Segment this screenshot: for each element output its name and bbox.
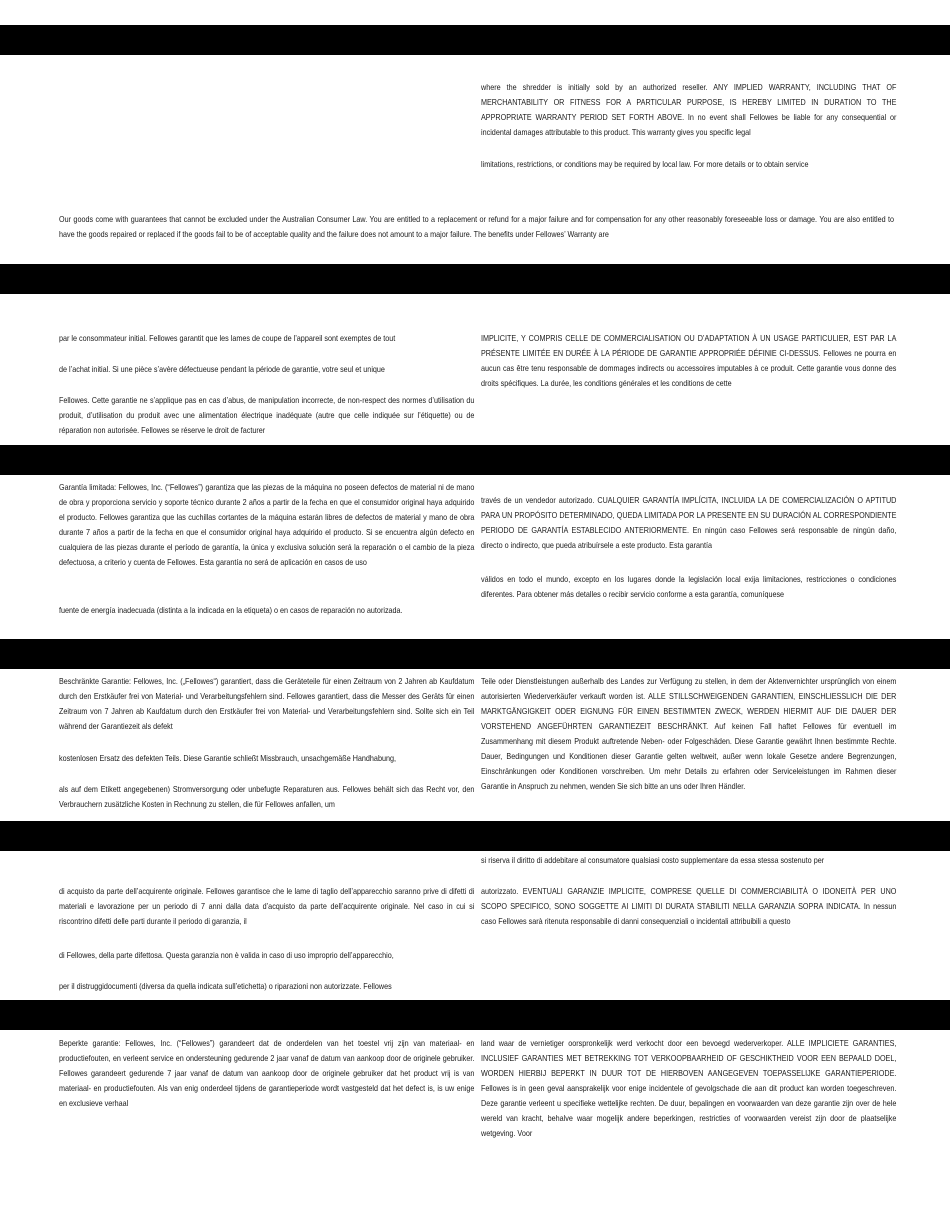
en-right-paragraph-1: where the shredder is initially sold by an authorized reseller. ANY IMPLIED WARRANTY, INCLUDING THAT OF MERCHANTABILITY OR FITNESS FOR A PARTICULAR PURPOSE, IS HEREBY LIMITED IN DURATION TO THE APPROPRIATE WARRANTY PERIOD SET FORTH ABOVE. In no event shall Fellowes be liable for any consequential or incidental damages attributable to this product. This warranty gives you specific legal (481, 82, 897, 137)
fr-right-paragraph-1: IMPLICITE, Y COMPRIS CELLE DE COMMERCIALISATION OU D’ADAPTATION À UN USAGE PARTICULIER, EST PAR LA PRÉSENTE LIMITÉE EN DURÉE À LA PÉRIODE DE GARANTIE APPROPRIÉE DÉFINIE CI-DESSUS. Fellowes ne pourra en aucun cas être tenu responsable de dommages indirects ou accessoires imputables à ce produit. Cette garantie vous donne des droits spécifiques. La durée, les conditions générales et les conditions de cette (481, 333, 897, 388)
it-left-paragraph-3: per il distruggidocumenti (diversa da quella indicata sull’etichetta) o riparazioni non autorizzate. Fellowes (59, 981, 392, 991)
section-bar-dutch (0, 1000, 950, 1030)
en-right-paragraph-2: limitations, restrictions, or conditions may be required by local law. For more details or to obtain service (481, 159, 809, 169)
fr-left-paragraph-2: de l’achat initial. Si une pièce s’avère défectueuse pendant la période de garantie, votre seul et unique (59, 364, 385, 374)
de-left-paragraph-3: als auf dem Etikett angegebenen) Stromversorgung oder unbefugte Reparaturen aus. Fellowes behält sich das Recht vor, den Verbrauchern zusätzliche Kosten in Rechnung zu stellen, die für Fellowes anfallen, um (59, 784, 475, 809)
section-bar-spanish (0, 445, 950, 475)
it-right-paragraph-1: si riserva il diritto di addebitare al consumatore qualsiasi costo supplementare da essa stessa sostenuto per (481, 855, 825, 865)
es-left-paragraph-1: Garantía limitada: Fellowes, Inc. (“Fellowes”) garantiza que las piezas de la máquina no poseen defectos de material ni de mano de obra y proporciona servicio y soporte técnico durante 2 años a partir de la fecha en que el consumidor original haya adquirido el producto. Fellowes garantiza que las cuchillas cortantes de la máquina estarán libres de defectos de material y mano de obra durante 7 años a partir de la fecha en que el consumidor original haya adquirido el producto. Si se encuentra algún defecto en cualquiera de las piezas durante el período de garantía, la única y exclusiva solución será la reparación o el cambio de la pieza defectuosa, a criterio y cuenta de Fellowes. Esta garantía no será de aplicación en casos de uso (59, 482, 475, 567)
section-bar-english (0, 25, 950, 55)
nl-right-paragraph-1: land waar de vernietiger oorspronkelijk werd verkocht door een bevoegd wederverkoper. ALLE IMPLICIETE GARANTIES, INCLUSIEF GARANTIES MET BETREKKING TOT VERKOOPBAARHEID OF GESCHIKTHEID VOOR EEN BEPAALD DOEL, WORDEN HIERBIJ BEPERKT IN DUUR TOT DE HIERBOVEN AANGEGEVEN TOEPASSELIJKE GARANTIEPERIODE. Fellowes is in geen geval aansprakelijk voor enige incidentele of gevolgschade die aan dit product kan worden toegeschreven. Deze garantie verleent u specifieke wettelijke rechten. De duur, bepalingen en voorwaarden van deze garantie zijn over de hele wereld van kracht, behalve waar mogelijk andere beperkingen, restricties of voorwaarden vereist zijn door de plaatselijke wetgeving. Voor (481, 1038, 897, 1138)
it-left-paragraph-1: di acquisto da parte dell’acquirente originale. Fellowes garantisce che le lame di taglio dell’apparecchio saranno prive di difetti di materiali e lavorazione per un periodo di 7 anni dalla data d’acquisto da parte dell’acquirente originale. Nel caso in cui si riscontrino difetti delle parti durante il periodo di garanzia, il (59, 886, 475, 926)
en-australian-consumer-law: Our goods come with guarantees that cannot be excluded under the Australian Consumer Law. You are entitled to a replacement or refund for a major failure and for compensation for any other reasonably foreseeable loss or damage. You are also entitled to have the goods repaired or replaced if the goods fail to be of acceptable quality and the failure does not amount to a major failure. The benefits under Fellowes’ Warranty are (59, 214, 895, 239)
fr-left-paragraph-1: par le consommateur initial. Fellowes garantit que les lames de coupe de l’appareil sont exemptes de tout (59, 333, 396, 343)
de-left-paragraph-2: kostenlosen Ersatz des defekten Teils. Diese Garantie schließt Missbrauch, unsachgemäße Handhabung, (59, 753, 396, 763)
fr-left-paragraph-3: Fellowes. Cette garantie ne s’applique pas en cas d’abus, de manipulation incorrecte, de non-respect des normes d’utilisation du produit, d’utilisation du produit avec une alimentation électrique inadéquate (autre que celle indiquée sur l’étiquette) ou de réparation non autorisée. Fellowes se réserve le droit de facturer (59, 395, 475, 435)
de-right-paragraph-1: Teile oder Dienstleistungen außerhalb des Landes zur Verfügung zu stellen, in dem der Aktenvernichter ursprünglich von einem autorisierten Wiederverkäufer verkauft worden ist. ALLE STILLSCHWEIGENDEN GARANTIEN, EINSCHLIESSLICH DIE DER MARKTGÄNGIGKEIT ODER EIGNUNG FÜR EINEN BESTIMMTEN ZWECK, WERDEN HIERMIT AUF DIE DAUER DER VORSTEHEND ANGEFÜHRTEN GARANTIEZEIT BESCHRÄNKT. Auf keinen Fall haftet Fellowes für eventuell im Zusammenhang mit diesem Produkt auftretende Neben- oder Folgeschäden. Diese Garantie gewährt Ihnen bestimmte Rechte. Dauer, Bedingungen und Konditionen dieser Garantie gelten weltweit, außer wenn lokale Gesetze andere Begrenzungen, Einschränkungen oder Konditionen vorschreiben. Um mehr Details zu erfahren oder Serviceleistungen im Rahmen dieser Garantie in Anspruch zu nehmen, wenden Sie sich bitte an uns oder Ihren Händler. (481, 676, 897, 791)
section-bar-french (0, 264, 950, 294)
nl-left-paragraph-1: Beperkte garantie: Fellowes, Inc. (“Fellowes”) garandeert dat de onderdelen van het toestel vrij zijn van materiaal- en productiefouten, en verleent service en ondersteuning gedurende 2 jaar vanaf de datum van aankoop door de originele gebruiker. Fellowes garandeert gedurende 7 jaar vanaf de datum van aankoop door de originele gebruiker dat het product vrij is van materiaal- en productiefouten. Als van enig onderdeel tijdens de garantieperiode wordt vastgesteld dat het defect is, is uw enige en exclusieve verhaal (59, 1038, 475, 1108)
section-bar-german (0, 639, 950, 669)
es-right-paragraph-2: válidos en todo el mundo, excepto en los lugares donde la legislación local exija limitaciones, restricciones o condiciones diferentes. Para obtener más detalles o recibir servicio conforme a esta garantía, comuníquese (481, 574, 897, 599)
es-right-paragraph-1: través de un vendedor autorizado. CUALQUIER GARANTÍA IMPLÍCITA, INCLUIDA LA DE COMERCIALIZACIÓN O APTITUD PARA UN PROPÓSITO DETERMINADO, QUEDA LIMITADA POR LA PRESENTE EN SU DURACIÓN AL CORRESPONDIENTE PERIODO DE GARANTÍA ESTABLECIDO ANTERIORMENTE. En ningún caso Fellowes será responsable de ningún daño, directo o indirecto, que pueda atribuírsele a este producto. Esta garantía (481, 495, 897, 550)
it-right-paragraph-2: autorizzato. EVENTUALI GARANZIE IMPLICITE, COMPRESE QUELLE DI COMMERCIABILITÀ O IDONEITÀ PER UNO SCOPO SPECIFICO, SONO SOGGETTE AI LIMITI DI DURATA STABILITI NELLA GARANZIA SOPRA INDICATA. In nessun caso Fellowes sarà ritenuta responsabile di danni consequenziali o incidentali attribuibili a questo (481, 886, 897, 926)
de-left-paragraph-1: Beschränkte Garantie: Fellowes, Inc. („Fellowes“) garantiert, dass die Geräteteile für einen Zeitraum von 2 Jahren ab Kaufdatum durch den Erstkäufer frei von Material- und Verarbeitungsfehlern sind. Fellowes garantiert, dass die Messer des Geräts für einen Zeitraum von 7 Jahren ab Kaufdatum durch den Erstkäufer frei von Material- und Verarbeitungsfehlern sind. Sollte sich ein Teil während der Garantiezeit als defekt (59, 676, 475, 731)
it-left-paragraph-2: di Fellowes, della parte difettosa. Questa garanzia non è valida in caso di uso improprio dell’apparecchio, (59, 950, 394, 960)
es-left-paragraph-2: fuente de energía inadecuada (distinta a la indicada en la etiqueta) o en casos de reparación no autorizada. (59, 605, 403, 615)
section-bar-italian (0, 821, 950, 851)
